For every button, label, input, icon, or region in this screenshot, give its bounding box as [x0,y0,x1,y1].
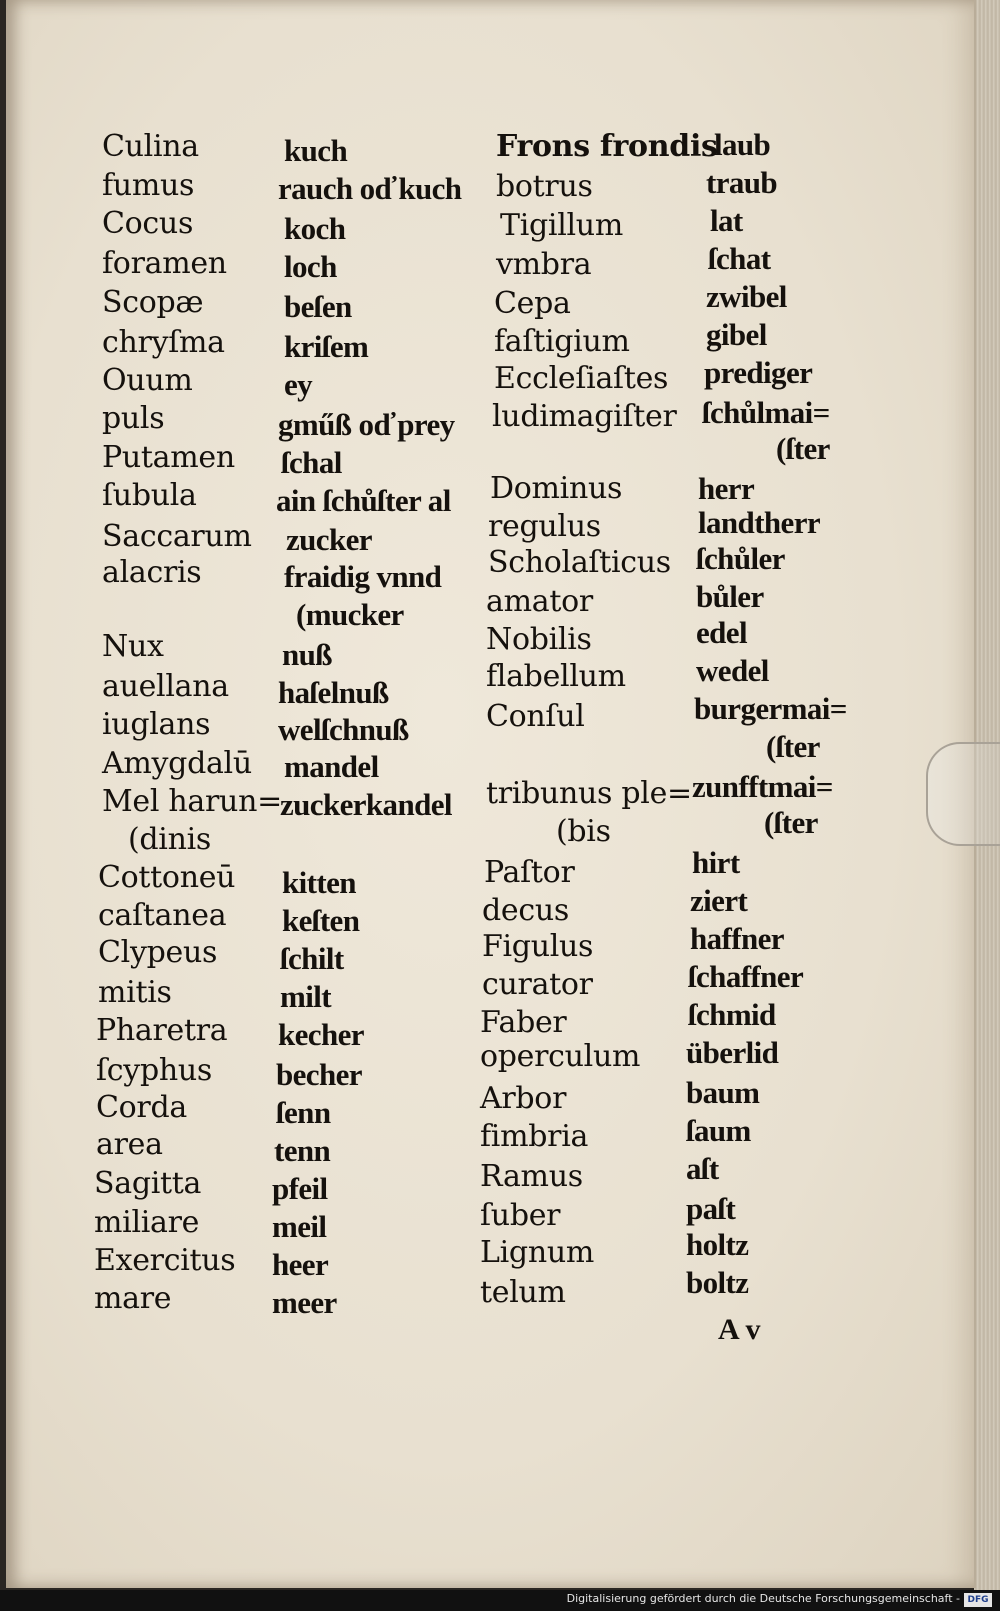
german-right-word: edel [696,615,747,650]
latin-right-word: Lignum [480,1235,595,1270]
latin-left-word: foramen [102,246,227,281]
german-right-word: paſt [686,1191,736,1226]
latin-right-word: Scholaſticus [488,545,671,580]
german-left-word: keſten [282,903,360,938]
german-left-word: rauch od̕ kuch [278,171,462,206]
latin-right-word: (bis [556,814,611,849]
latin-right-word: decus [482,893,569,928]
latin-left-word: chryſma [102,325,225,360]
german-left-word: meil [272,1209,327,1244]
german-right-word: ſchat [708,241,771,276]
latin-right-word: Arbor [480,1081,567,1116]
german-right-word: haffner [690,921,784,956]
latin-right-word: vmbra [496,247,592,282]
german-right-word: (ſter [766,729,820,764]
latin-left-word: Putamen [102,440,235,475]
german-left-word: pfeil [272,1171,328,1206]
german-right-word: holtz [686,1227,749,1262]
latin-right-word: Paſtor [484,855,575,890]
german-left-word: becher [276,1057,362,1092]
german-left-word: zuckerkandel [280,787,452,822]
german-left-word: kecher [278,1017,364,1052]
german-right-word: baum [686,1075,760,1110]
latin-left-word: Scopæ [102,285,204,320]
latin-left-word: ſubula [102,478,197,513]
german-right-word: ſchůler [696,541,785,576]
german-left-word: beſen [284,289,352,324]
latin-right-word: Cepa [494,286,571,321]
german-right-word: ſchůlmai= [702,395,830,430]
latin-left-word: alacris [102,555,202,590]
german-right-word: zwibel [706,279,787,314]
german-right-word: überlid [686,1035,779,1070]
german-left-word: kitten [282,865,356,900]
dfg-logo: DFG [964,1593,992,1607]
latin-left-word: Cocus [102,206,194,241]
latin-right-word: curator [482,967,593,1002]
german-left-word: haſelnuß [278,675,389,710]
german-right-word: zunfftmai= [692,769,833,804]
footer-bar [0,1590,1000,1611]
german-right-word: hirt [692,845,740,880]
latin-left-word: Pharetra [96,1013,228,1048]
german-right-word: ſchaffner [688,959,804,994]
german-right-word: ſaum [686,1113,751,1148]
german-right-word: laub [714,127,771,162]
latin-left-word: auellana [102,669,229,704]
german-left-word: nuß [282,637,332,672]
latin-right-word: Nobilis [486,622,592,657]
latin-right-word: botrus [496,169,593,204]
latin-left-word: mitis [98,975,172,1010]
latin-left-word: Cottoneū [98,860,236,895]
german-left-word: fraidig vnnd [284,559,442,594]
latin-right-word: flabellum [486,659,626,694]
german-right-word: gibel [706,317,767,352]
latin-left-word: Exercitus [94,1243,236,1278]
german-left-word: gműß od̕ prey [278,407,455,442]
latin-left-word: puls [102,401,165,436]
signature-mark: A v [718,1313,761,1346]
latin-right-word: ludimagiſter [492,399,677,434]
german-left-word: mandel [284,749,379,784]
latin-left-word: caſtanea [98,898,227,933]
german-left-word: koch [284,211,346,246]
german-left-word: ſenn [276,1095,331,1130]
latin-left-word: fumus [102,168,195,203]
latin-left-word: Amygdalū [102,746,252,781]
latin-left-word: mare [94,1281,172,1316]
german-right-word: aſt [686,1151,719,1186]
latin-right-word: regulus [488,509,601,544]
latin-right-word: Dominus [490,471,623,506]
latin-right-word: Figulus [482,929,594,964]
german-left-word: heer [272,1247,329,1282]
latin-left-word: miliare [94,1205,200,1240]
german-right-word: prediger [704,355,813,390]
german-left-word: meer [272,1285,337,1320]
page-clip [926,742,1000,846]
latin-left-word: ſcyphus [96,1053,212,1088]
german-left-word: ain ſchůſter al [276,483,451,518]
latin-right-word: telum [480,1275,566,1310]
book-page [6,0,976,1588]
latin-right-word: Faber [480,1005,567,1040]
german-left-word: ey [284,367,313,402]
german-right-word: (ſter [776,431,830,466]
german-left-word: kriſem [284,329,369,364]
german-right-word: boltz [686,1265,749,1300]
latin-right-word: Ramus [480,1159,583,1194]
latin-left-word: Corda [96,1090,187,1125]
latin-right-word: amator [486,584,593,619]
german-left-word: ſchal [281,445,342,480]
german-right-word: burgermai= [694,691,847,726]
latin-left-word: area [96,1127,163,1162]
latin-right-word: Tigillum [500,208,623,243]
latin-left-word: Saccarum [102,519,252,554]
german-left-word: ſchilt [280,941,344,976]
latin-right-word: faſtigium [494,324,630,359]
german-right-word: wedel [696,653,769,688]
latin-left-word: Nux [102,629,164,664]
latin-left-word: Clypeus [98,935,218,970]
latin-right-word: Eccleſiaſtes [494,361,669,396]
latin-right-word: Conſul [486,699,585,734]
latin-right-word: tribunus ple= [486,776,692,811]
latin-left-word: Ouum [102,363,193,398]
german-left-word: zucker [286,522,372,557]
german-right-word: ſchmid [688,997,776,1032]
german-left-word: tenn [274,1133,331,1168]
german-left-word: (mucker [296,597,404,632]
german-left-word: kuch [284,133,348,168]
latin-right-word: Frons frondis [496,129,718,164]
german-right-word: lat [710,203,743,238]
german-left-word: welſchnuß [278,712,409,747]
latin-left-word: iuglans [102,707,211,742]
german-right-word: (ſter [764,805,818,840]
german-right-word: ziert [690,883,748,918]
german-right-word: herr [698,471,755,506]
latin-left-word: (dinis [128,822,212,857]
latin-left-word: Mel harun= [102,784,282,819]
german-right-word: traub [706,165,778,200]
latin-right-word: operculum [480,1039,641,1074]
latin-right-word: ſuber [480,1198,561,1233]
latin-left-word: Sagitta [94,1166,202,1201]
german-left-word: loch [284,249,337,284]
german-right-word: landtherr [698,505,821,540]
latin-left-word: Culina [102,129,199,164]
german-left-word: milt [280,979,331,1014]
latin-right-word: fimbria [480,1119,589,1154]
german-right-word: bůler [696,579,764,614]
footer-credit: Digitalisierung gefördert durch die Deutsche Forschungsgemeinschaft - [566,1592,960,1605]
